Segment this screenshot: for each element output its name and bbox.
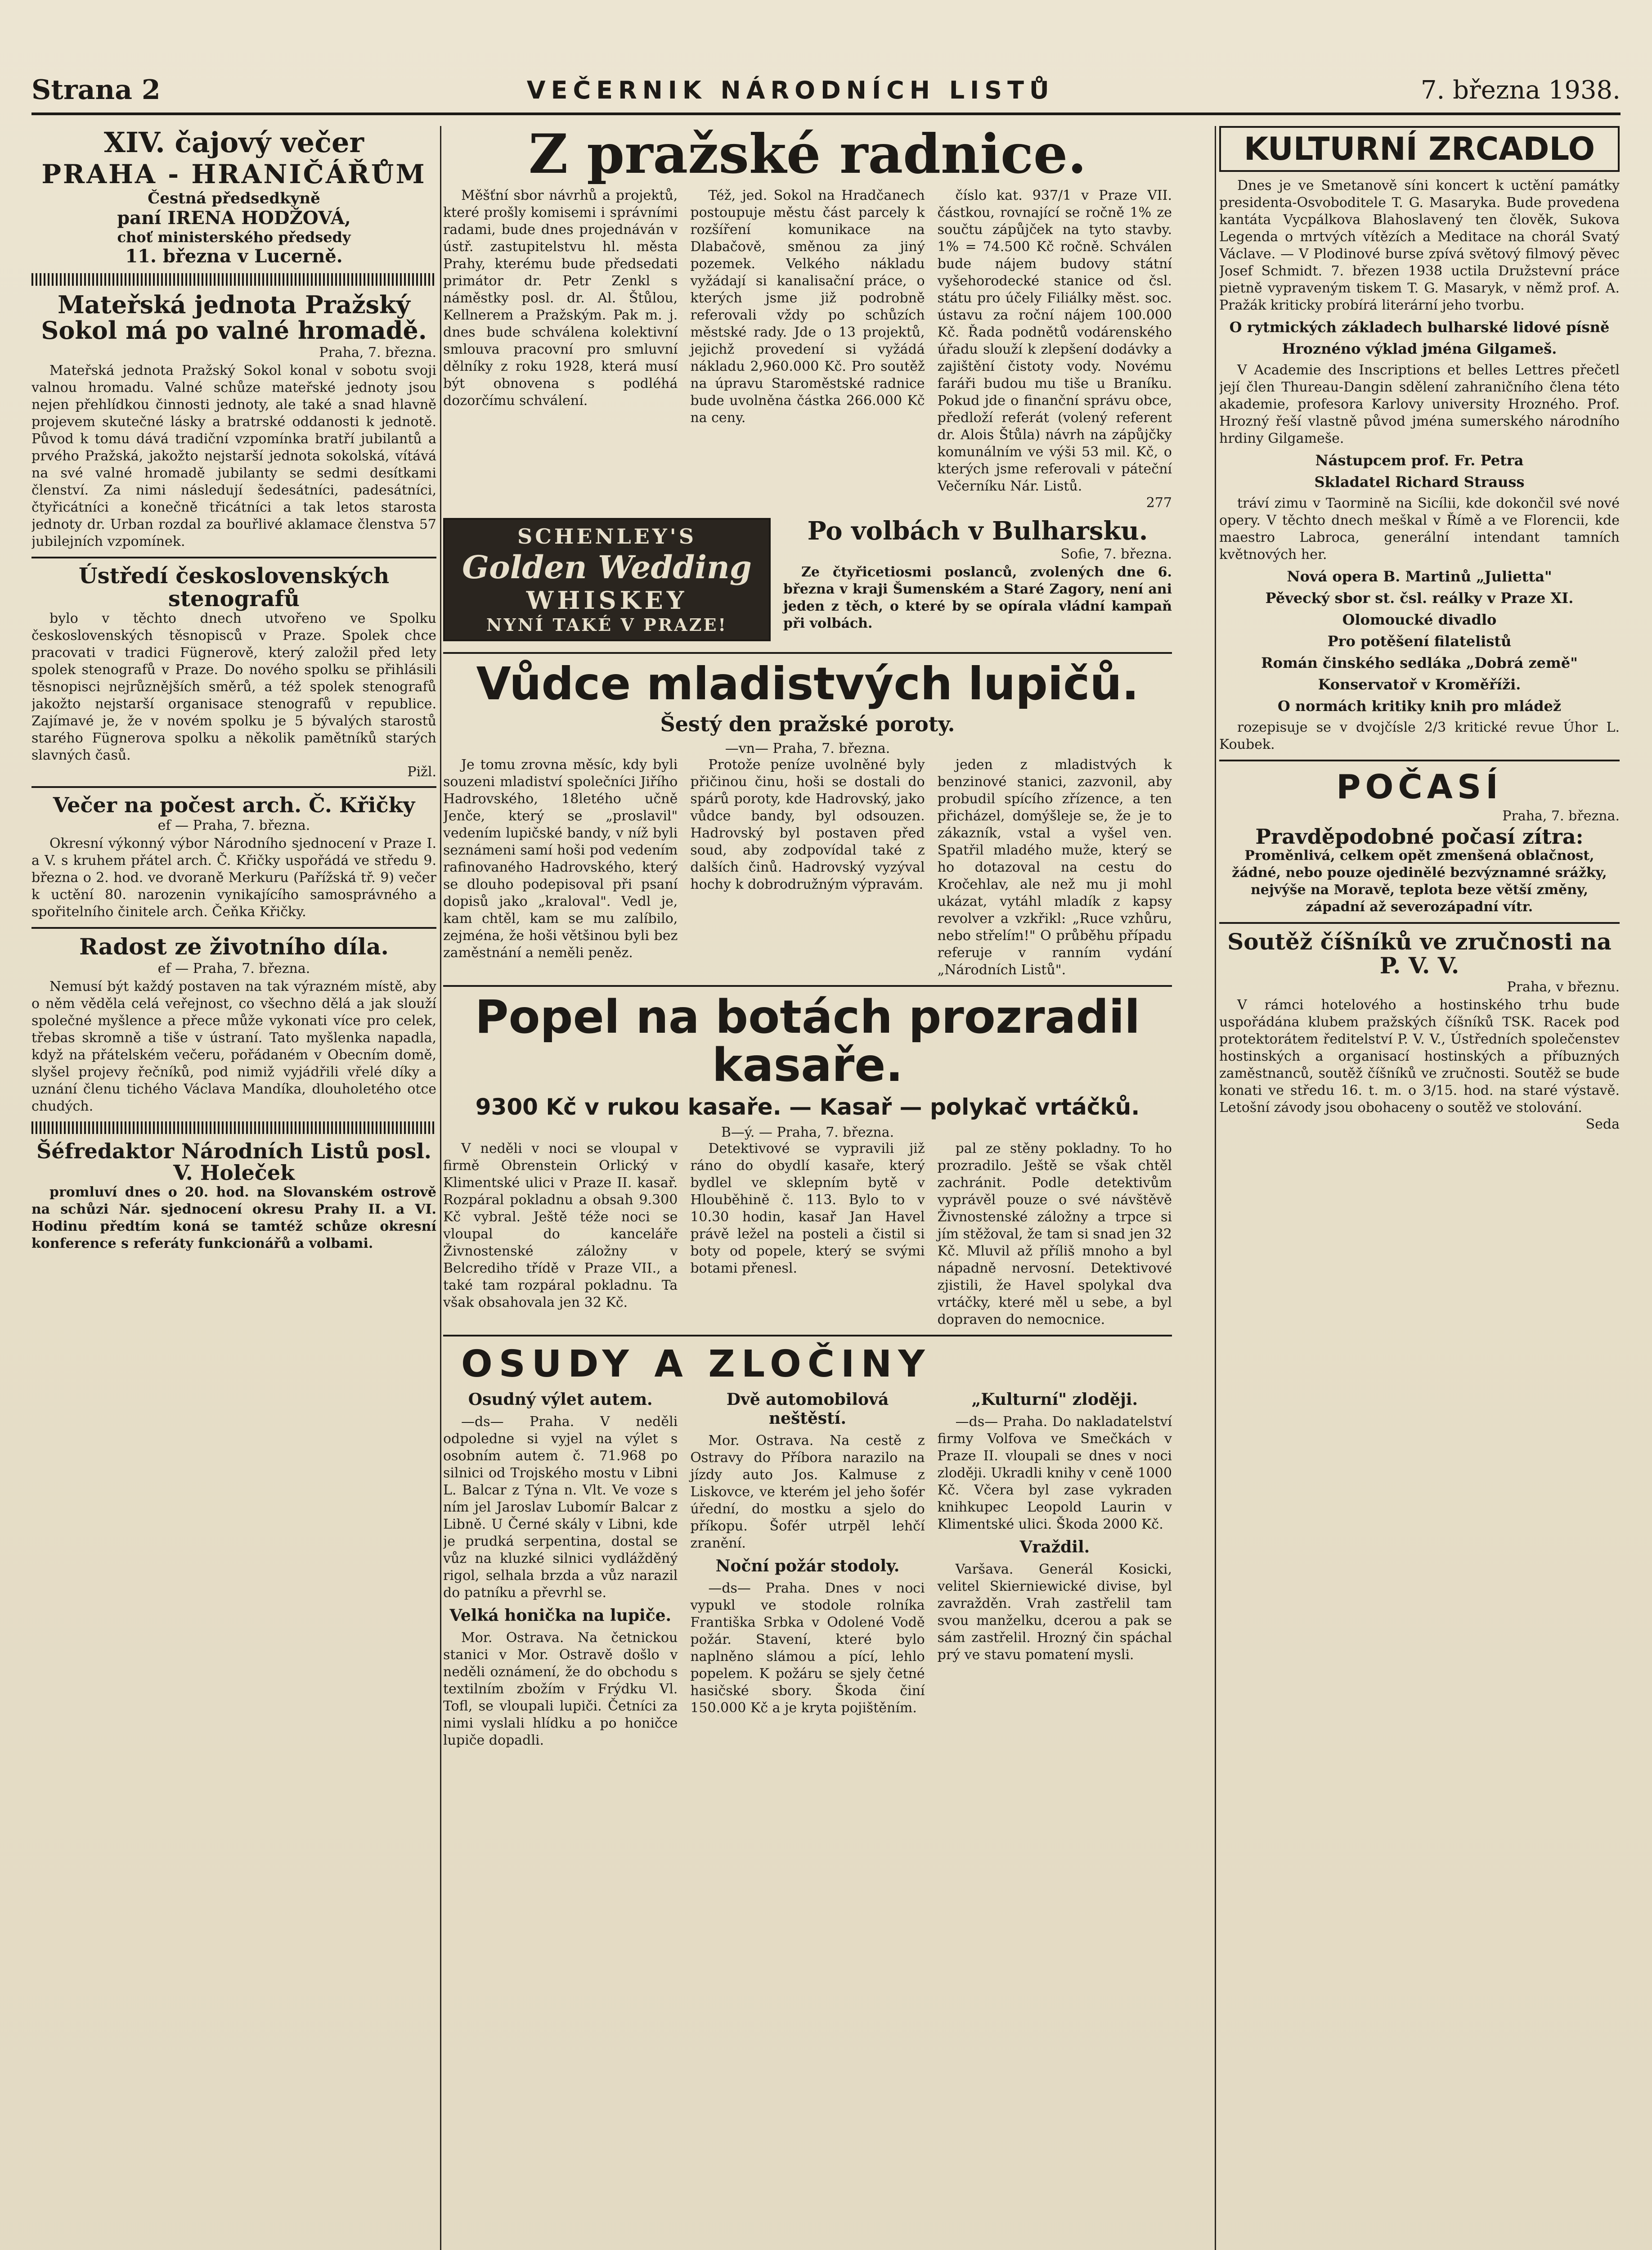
culture-body [1219, 177, 1620, 753]
article-text: jeden z mladistvých k benzinové stanici, zazvonil, aby probudil spícího zřízence, a ten přicházel, domýšleje se, že je to zákazník, vstal a vyšel ven. Spatřil mladého muže, který se ho dotazoval na cestu do Kročehlav, ale než mu ji mohl ukázat, vytáhl mladík z kapsy revolver a vzkřikl: „Ruce vzhůru, nebo střelím!" O průběhu případu referuje v ranním vydání „Národních Listů". [937, 757, 1172, 978]
article-title: Po volbách v Bulharsku. [807, 516, 1148, 546]
article-stenographers [31, 565, 436, 780]
article-subtitle: Šestý den pražské poroty. [660, 712, 955, 736]
article-ashes [443, 990, 1172, 1328]
article-text: Měšťní sbor návrhů a projektů, které prošly komisemi i správními radami, bude dnes projednáván v ústř. zastupitelstvu hl. města Prahy, kterému bude předsedati primátor dr. Petr Zenkl s náměstky posl. dr. Al. Štůlou, Kellnerem a Pražským. Pak m. j. dnes bude schválena kolektivní smlouva pracovní pro smluvní dělníky z roku 1928, která musí být obnovena s podléhá dozorčímu schválení. [443, 188, 678, 409]
page-number: Strana 2 [31, 74, 161, 106]
section-banner: OSUDY A ZLOČINY [461, 1343, 931, 1386]
item-title: Vraždil. [1019, 1538, 1090, 1557]
article-sokol [31, 292, 436, 550]
culture-heading: Skladatel Richard Strauss [1314, 473, 1525, 490]
tea-evening-notice [31, 126, 436, 267]
culture-heading: Nástupcem prof. Fr. Petra [1315, 452, 1524, 469]
item-title: Osudný výlet autem. [468, 1390, 653, 1409]
article-signature: Pižl. [407, 764, 436, 780]
item-text: —ds— Praha. V neděli odpoledne si vyjel na výlet s osobním autem č. 71.968 po silnici od Trojského mostu v Libni L. Balcar z Týna n. Vlt. Ve voze s ním jel Jaroslav Lubomír Balcar z Libně. U Černé skály v Libni, kde je prudká serpentina, dostal se vůz na kluzké silnici vydlážděný rigol, selhala brzda a vůz narazil do patníku a převrhl se. [443, 1414, 678, 1601]
article-city-hall [443, 126, 1172, 511]
item-title: Velká honička na lupiče. [449, 1606, 672, 1625]
article-title: Mateřská jednota Pražský Sokol má po valné hromadě. [41, 290, 427, 345]
article-text: promluví dnes o 20. hod. na Slovanském ostrově na schůzi Nár. sjednocení okresu Prahy II. a VI. Hodinu předtím koná se tamtéž schůze okresní konference s referáty funkcionářů a volbami. [31, 1184, 436, 1251]
culture-text: V Academie des Inscriptions et belles Lettres přečetl její člen Thureau-Dangin sdělení zahraničního člena této akademie, profesora Karlovy university Hrozného. Prof. Hrozný řeší vlastně původ jména sumerského národního hrdiny Gilgameše. [1219, 362, 1620, 446]
ad-kind: WHISKEY [526, 586, 688, 615]
culture-heading: O rytmických základech bulharské lidové písně [1229, 319, 1610, 336]
article-number: 277 [1146, 495, 1172, 511]
weather-box [1219, 768, 1620, 916]
article-text: pal ze stěny pokladny. To ho prozradilo. Ještě se však chtěl zachránit. Podle detektivům vyprávěl pouze o své návštěvě Živnostenské záložny a trpce si jím stěžoval, že tam si snad jen 32 Kč. Mluvil až příliš mnoho a byl nápadně nervosní. Detektivové zjistili, že Havel spolykal dva vrtáčky, které měl u sebe, a byl dopraven do nemocnice. [937, 1141, 1172, 1328]
item-text: —ds— Praha. Dnes v noci vypukl ve stodole rolníka Františka Srbka v Odolené Vodě požár. Stavení, které bylo naplněno slámou a pící, lehlo popelem. K požáru se sjely četné hasičské sbory. Škoda činí 150.000 Kč a je kryta pojištěním. [690, 1580, 925, 1716]
article-holecek [31, 1140, 436, 1252]
section-crimes [443, 1343, 1172, 1749]
article-body [31, 978, 436, 1115]
weather-dateline: Praha, 7. března. [1502, 808, 1620, 824]
column-divider [1215, 126, 1216, 2250]
divider [1219, 760, 1620, 761]
ornamental-rule [31, 273, 436, 286]
article-text: Protože peníze uvolněné byly přičinou činu, hoši se dostali do spárů poroty, kde Hadrovský, jako vůdce bandy, byl odsouzen. Hadrovský byl postaven před soud, aby zodpovídal také z dalších činů. Hadrovský vyzýval hochy k dobrodružným výpravám. [690, 757, 925, 892]
divider [1219, 922, 1620, 924]
article-title: Radost ze životního díla. [79, 933, 389, 960]
culture-text: Dnes je ve Smetanově síni koncert k uctění památky presidenta-Osvoboditele T. G. Masaryka. Bude provedena kantáta Vycpálkova Blahoslavený ten člověk, Sukova Legenda o mrtvých vítězích a Meditace na chorál Svatý Václave. — V Plodinové burse zpívá světový filmový pěvec Josef Schmidt. 7. březen 1938 uctila Družstevní práce pietně vypraveným tiskem T. G. Masaryk, v němž prof. A. Pražák kriticky probírá literární jeho tvorbu. [1219, 178, 1620, 313]
article-body [443, 756, 1172, 979]
article-radost [31, 935, 436, 1115]
article-title: Vůdce mladistvých lupičů. [476, 657, 1139, 710]
column-divider [440, 126, 441, 2250]
article-text: Je tomu zrovna měsíc, kdy byli souzeni mladiství společníci Jiřího Hadrovského, 18letého učně Jenče, který se „proslavil" vedením lupičské bandy, v níž byli seznámeni samí hoši pod vedením rafinovaného Hadrovského, který se dlouho podepisoval při psaní dopisů jako „kraloval". Vedl je, kam chtěl, kam se mu zalíbilo, zejména, že hoši většinou byli bez zaměstnání a neměli peněz. [443, 757, 678, 961]
weather-text: Proměnlivá, celkem opět zmenšená oblačnost, žádné, nebo pouze ojedinělé bezvýznamné srážky, nejvýše na Moravě, teplota beze větší změny, západní až severozápadní vítr. [1232, 848, 1607, 915]
divider [31, 557, 436, 558]
masthead: VEČERNIK NÁRODNÍCH LISTŮ [526, 76, 1055, 104]
article-text: Okresní výkonný výbor Národního sjednocení v Praze I. a V. s kruhem přátel arch. Č. Křičky uspořádá ve středu 9. března o 2. hod. ve dvoraně Merkuru (Pařížská tř. 9) večer k uctění 80. narozenin vynikajícího samosprávného a spořitelního činitele arch. Čeňka Křičky. [31, 836, 436, 920]
article-title: Popel na botách prozradil kasaře. [475, 990, 1140, 1093]
article-body [1219, 997, 1620, 1116]
weather-forecast [1219, 847, 1620, 916]
article-text: V neděli v noci se vloupal v firmě Obrenstein Orlický v Klimentské ulici v Praze II. kasař. Rozpáral pokladnu a obsah 9.300 Kč vybral. Ještě téže noci se vloupal do kanceláře Živnostenské záložny v Belcrediho třídě v Praze VII., a také tam rozpáral pokladnu. Ta však obsahovala jen 32 Kč. [443, 1141, 678, 1311]
tea-evening-line: 11. března v Lucerně. [125, 246, 343, 267]
culture-heading: Nová opera B. Martinů „Julietta" [1287, 568, 1552, 585]
item-text: Varšava. Generál Kosicki, velitel Skierniewické divise, byl zavražděn. Vrah zastřelil tam svou manželku, dcerou a pak se sám zastřelil. Hrozný čin spáchal prý ve stavu pomatení mysli. [937, 1562, 1172, 1663]
item-title: „Kulturní" zloději. [971, 1390, 1138, 1409]
right-column [1219, 126, 1620, 2250]
article-waiters [1219, 930, 1620, 1132]
article-subtitle: 9300 Kč v rukou kasaře. — Kasař — polykač vrtáčků. [475, 1094, 1140, 1120]
article-text: Nemusí být každý postaven na tak výrazném místě, aby o něm věděla celá veřejnost, co všechno dělá a jak slouží společné myšlence a přece může vykonati více pro celek, třebas skromně a tiše v ústraní. Tato myšlenka napadla, když na přátelském večeru, pořádaném v Obecním domě, slyšel projevy řečníků, pod nimiž vyjádřili vřelé díky a uznání členu tichého Václava Mandíka, dlouholetého otce chudých. [31, 978, 436, 1114]
article-body [443, 1140, 1172, 1328]
article-title: Večer na počest arch. Č. Křičky [53, 793, 415, 818]
divider [443, 1335, 1172, 1336]
article-title: Z pražské radnice. [528, 126, 1087, 186]
article-text: bylo v těchto dnech utvořeno ve Spolku československých těsnopisců v Praze. Spolek chce pracovati v tradici Fügnerově, který založil před lety spolek stenografů v Praze. Do nového spolku se přihlásili těsnopisci nejrůznějších směrů, a též spolek stenografů jakožto nejstarší organisace stenografů v republice. Zajímavé je, že v novém spolku je 5 bývalých starostů starého Fügnerova spolku a několik pamětníků starých slavných časů. [31, 611, 436, 764]
article-text: Mateřská jednota Pražský Sokol konal v sobotu svoji valnou hromadu. Valné schůze mateřské jednoty jsou nejen přehlídkou činnosti jednoty, ale také a snad hlavně projevem skutečné lásky a bratrské oddanosti k jednotě. Původ k tomu dává tradiční vzpomínka bratří jubilantů a prvého Pražská, jakožto nejstarší jednota sokolská, vítává na své valné hromadě jubilanty se sedmi desítkami členství. Za nimi následují šedesátníci, padesátníci, čtyřicátníci a konečně třicátníci a tak letos starosta jednoty dr. Urban rozdal za bouřlivé aklamace členstva 57 jubilejních vzpomínek. [31, 363, 436, 550]
tea-evening-line: choť ministerského předsedy [117, 229, 351, 246]
ad-brand: SCHENLEY'S [517, 524, 696, 549]
article-title: Šéfredaktor Národních Listů posl. V. Holeček [36, 1138, 431, 1185]
culture-heading: Hroznéno výklad jména Gilgameš. [1282, 340, 1557, 357]
divider [443, 985, 1172, 987]
middle-column [443, 126, 1172, 2250]
article-dateline: Praha, v březnu. [1507, 979, 1620, 995]
article-dateline: ef — Praha, 7. března. [157, 818, 310, 834]
item-text: Mor. Ostrava. Na četnickou stanici v Mor. Ostravě došlo v neděli oznámení, že do obchodu s textilním zbožím v Frýdku Vl. Tofl, se vloupali lupiči. Četníci za nimi vyslali hlídku a po honičce lupiče dopadli. [443, 1630, 678, 1749]
culture-heading: Olomoucké divadlo [1342, 611, 1497, 628]
article-dateline: B—ý. — Praha, 7. března. [721, 1125, 894, 1141]
culture-heading: Román činského sedláka „Dobrá země" [1261, 654, 1578, 671]
article-text: Detektivové se vypravili již ráno do obydlí kasaře, který bydlel ve sklepním bytě v Hlouběhině č. 113. Bylo to v 10.30 hodin, kasař Jan Havel právě ležel na posteli a čistil si boty od popele, který se svými botami přenesl. [690, 1141, 925, 1277]
article-robbers [443, 657, 1172, 979]
culture-heading: Pro potěšení filatelistů [1327, 633, 1512, 650]
article-body [31, 610, 436, 764]
article-text: Též, jed. Sokol na Hradčanech postoupuje městu část parcely k rozšíření komunikace na Dlabačově, směnou za jiný pozemek. Velkého nákladu vyžádají si kanalisační práce, o kterých jsme již podrobně referovali vždy po schůzích městské rady. Jde o 13 projektů, jejichž provedení si vyžádá nákladu 2,960.000 Kč. Pro soutěž na úpravu Staroměstské radnice bude uvolněna částka 266.000 Kč na ceny. [690, 188, 925, 426]
article-dateline: Praha, 7. března. [319, 345, 436, 361]
article-text: Ze čtyřicetiosmi poslanců, zvolených dne 6. března v kraji Šumenském a Staré Zagory, není ani jeden z těch, o které by se opírala vládní kampaň při volbách. [783, 564, 1172, 631]
culture-text: tráví zimu v Taormině na Sicílii, kde dokončil své nové opery. V těchto dnech meškal v Římě a ve Florencii, kde maestro Labroca, generální intendant tamních květnových her. [1219, 495, 1620, 562]
article-dateline: Sofie, 7. března. [1060, 546, 1172, 562]
page-header [31, 68, 1621, 115]
ad-product: Golden Wedding [462, 549, 752, 586]
article-text: číslo kat. 937/1 v Praze VII. částkou, rovnající se ročně 1% ze součtu zápůjček na tyto stavby. 1% = 74.500 Kč ročně. Schválen bude nájem budovy státní vyšehorodecké stanice od čsl. státu pro účely Filiálky měst. soc. ústavu za roční nájem 100.000 Kč. Řada podnětů vodárenského úřadu slouží k zlepšení dodávky a zajištění čistoty vody. Novému faráři budou mu tiše u Braníku. Pokud jde o finanční správu obce, předloží referát (volený referent dr. Alois Štůla) návrh na zápůjčky komunálním ve výši 53 mil. Kč, o kterých jsme referovali v páteční Večerníku Nár. Listů. [937, 188, 1172, 494]
divider [31, 927, 436, 929]
article-body [31, 362, 436, 550]
article-body [31, 835, 436, 921]
article-text: V rámci hotelového a hostinského trhu bude uspořádána klubem pražských číšníků TSK. Racek pod protektorátem ředitelství P. V. V., Ústředních společenstev hostinských a organisací hostinských a příbuzných zaměstnanců, soutěž číšníků ve zručnosti. Soutěž se bude konati ve středu 16. t. m. o 3/15. hod. na staré výstavě. Letošní závody jsou obohaceny o soutěž ve stolování. [1219, 997, 1620, 1116]
article-title: Soutěž číšníků ve zručnosti na P. V. V. [1227, 928, 1612, 979]
article-title: Ústředí československých stenografů [78, 563, 390, 612]
divider [443, 652, 1172, 654]
article-body [31, 1184, 436, 1252]
culture-heading: Konservatoř v Kroměříži. [1318, 676, 1521, 693]
article-body [443, 187, 1172, 495]
culture-text: rozepisuje se v dvojčísle 2/3 kritické revue Úhor L. Koubek. [1219, 720, 1620, 752]
tea-evening-line: PRAHA - HRANIČÁŘŮM [41, 159, 426, 189]
culture-heading: O normách kritiky knih pro mládež [1277, 698, 1562, 715]
item-text: —ds— Praha. Do nakladatelství firmy Volfova ve Smečkách v Praze II. vloupali se dnes v noci zloději. Ukradli knihy v ceně 1000 Kč. Včera byl zase vykraden knihkupec Leopold Laurin v Klimentské ulici. Škoda 2000 Kč. [937, 1414, 1172, 1533]
article-dateline: ef — Praha, 7. března. [157, 960, 310, 976]
weather-banner: POČASÍ [1336, 768, 1503, 806]
issue-date: 7. března 1938. [1420, 75, 1621, 105]
item-title: Dvě automobilová neštěstí. [726, 1390, 889, 1428]
article-signature: Seda [1585, 1116, 1620, 1133]
left-column [31, 126, 436, 2250]
article-bulgaria [783, 513, 1172, 646]
tea-evening-line: paní IRENA HODŽOVÁ, [117, 207, 351, 229]
culture-heading: Pěvecký sbor st. čsl. reálky v Praze XI. [1265, 590, 1574, 607]
ornamental-rule [31, 1121, 436, 1134]
section-banner-culture: KULTURNÍ ZRCADLO [1219, 126, 1620, 172]
item-title: Noční požár stodoly. [715, 1557, 900, 1576]
tea-evening-line: XIV. čajový večer [103, 126, 364, 159]
item-text: Mor. Ostrava. Na cestě z Ostravy do Příbora narazilo na jízdy auto Jos. Kalmuse z Liskovce, ve kterém jel jeho šofér úřední, do mostku a sjelo do příkopu. Šofér utrpěl lehčí zranění. [690, 1433, 925, 1552]
tea-evening-line: Čestná předsedkyně [148, 189, 320, 207]
article-dateline: —vn— Praha, 7. března. [725, 741, 890, 756]
ad-tagline: NYNÍ TAKÉ V PRAZE! [486, 615, 728, 635]
divider [31, 786, 436, 788]
whiskey-ad [443, 518, 771, 641]
weather-title: Pravděpodobné počasí zítra: [1255, 824, 1584, 849]
article-kricka [31, 794, 436, 921]
article-body [783, 564, 1172, 632]
